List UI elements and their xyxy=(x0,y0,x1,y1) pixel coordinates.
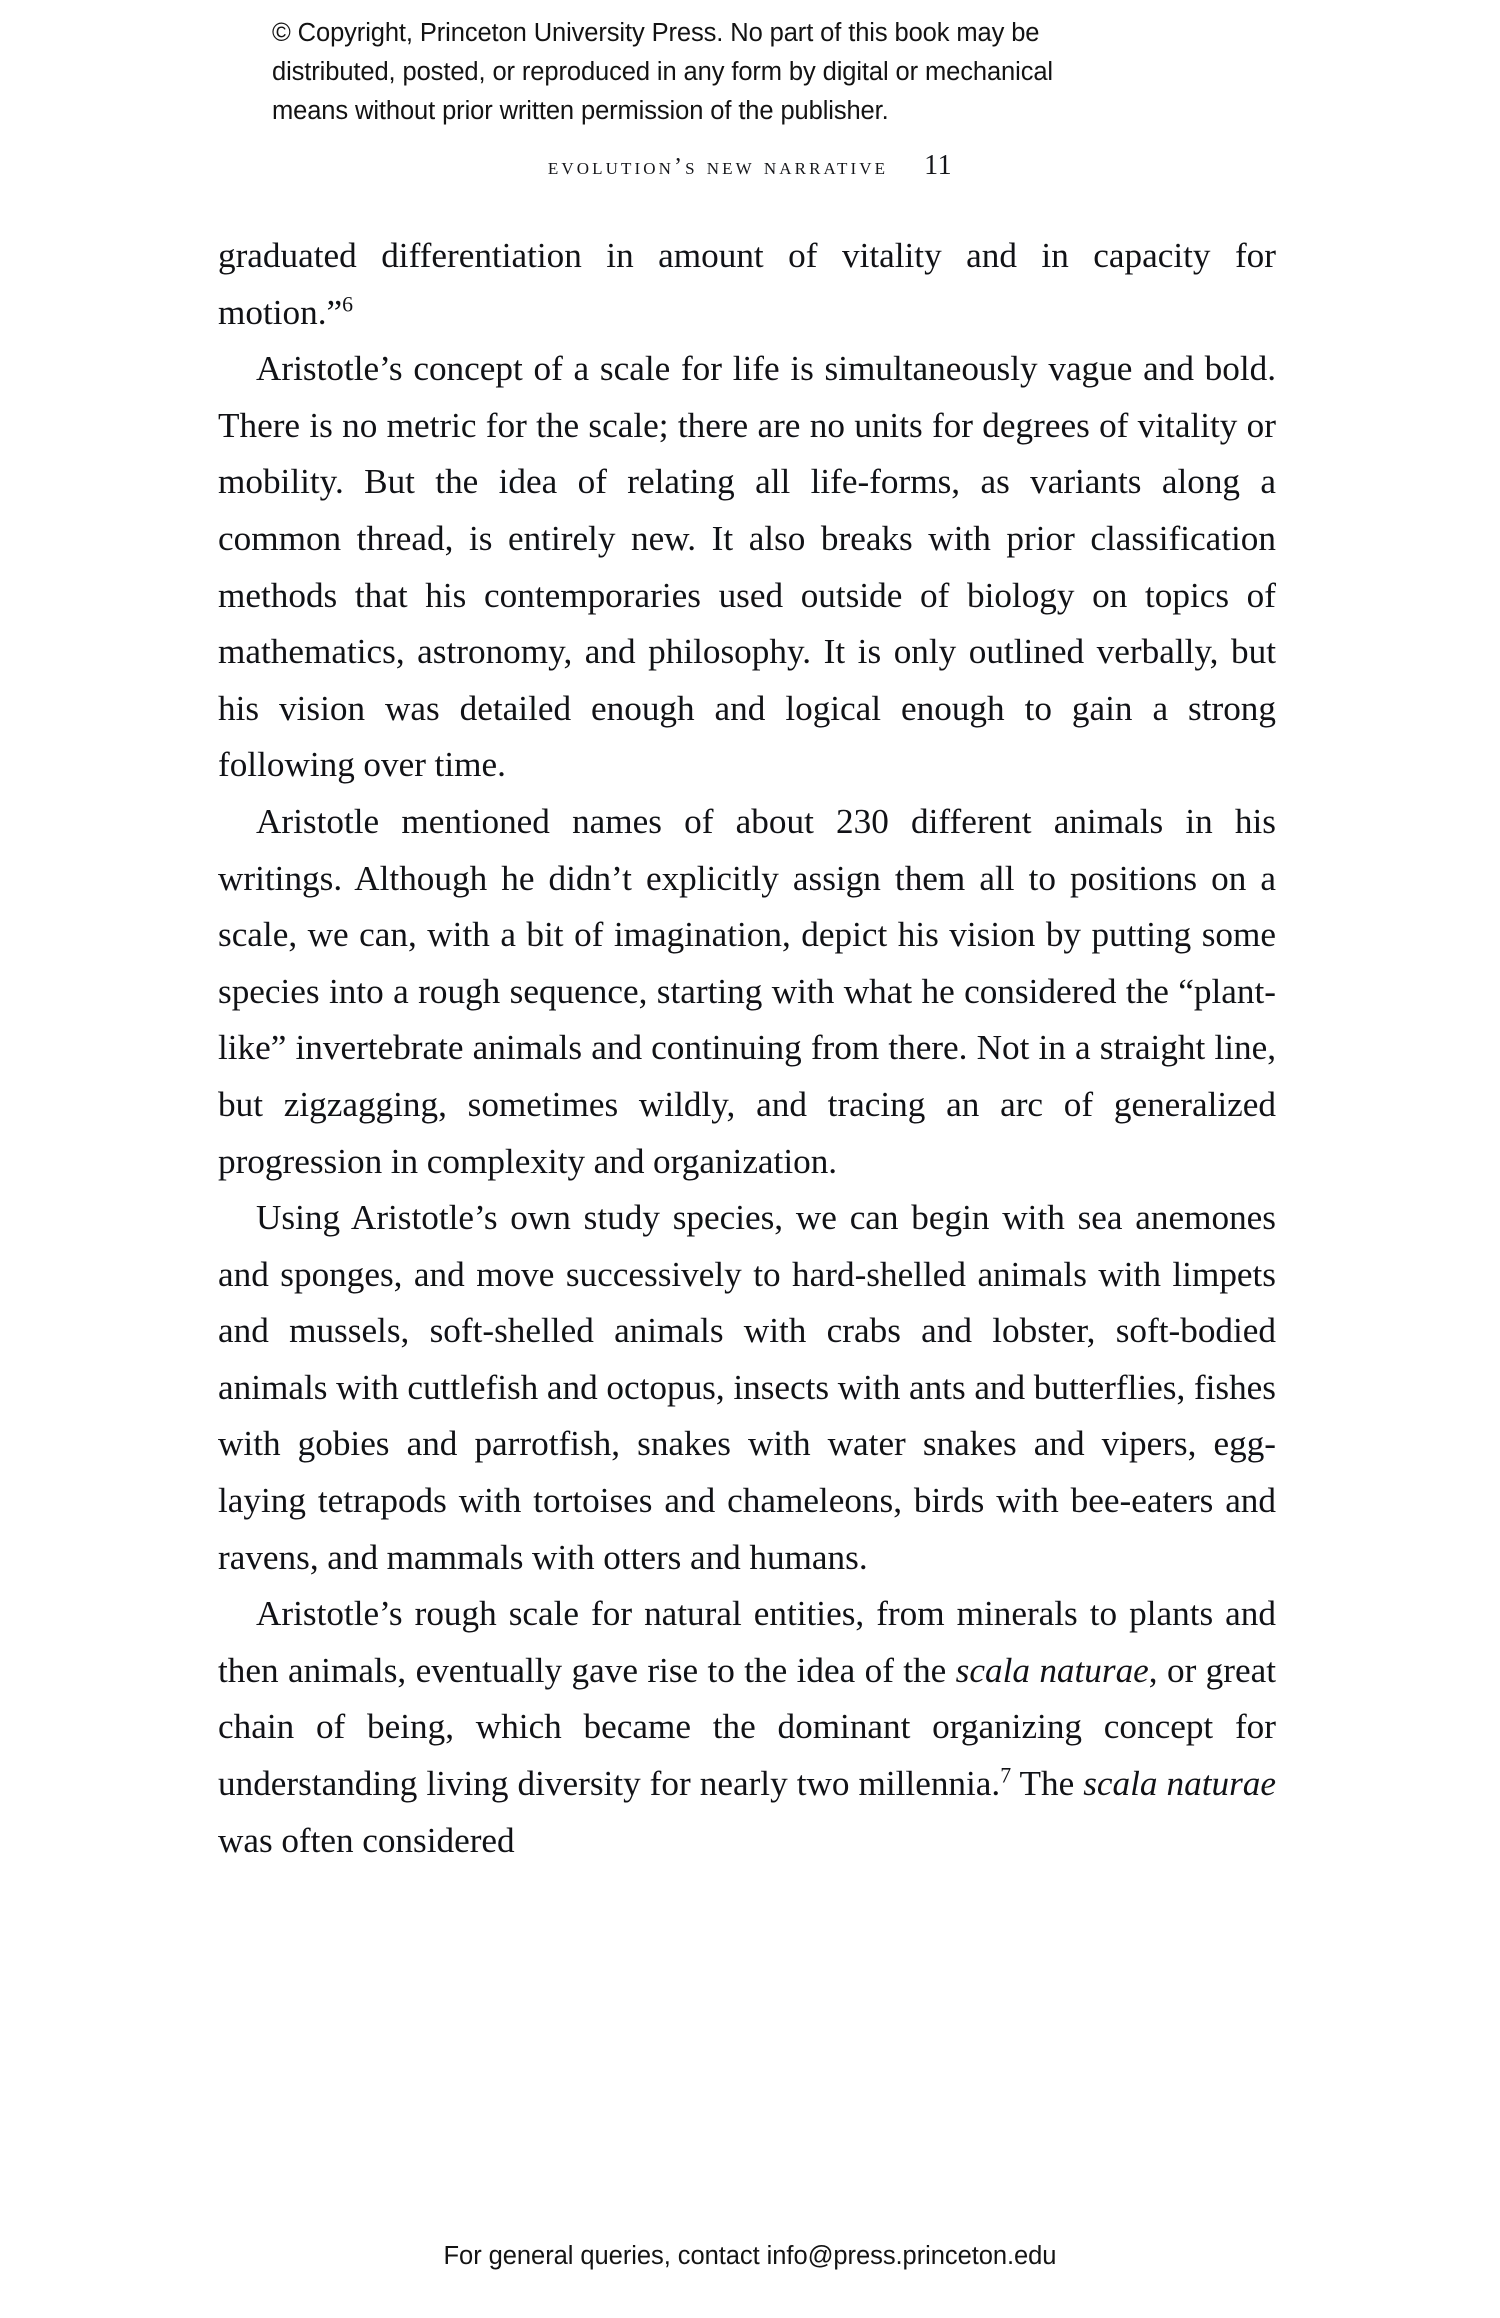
footnote-marker-6: 6 xyxy=(342,291,354,316)
page-number: 11 xyxy=(924,150,953,181)
segment-italic-scala-naturae-1: scala naturae xyxy=(955,1650,1149,1690)
paragraph-aristotle-concept: Aristotle’s concept of a scale for life is simultaneously vague and bold. There is no metric for the scale; there are no units for degrees of vitality or mobility. But the idea of relating all life-forms, as variants along a common thread, is entirely new. It also breaks with prior classification methods that his contemporaries used outside of biology on topics of mathematics, astronomy, and philosophy. It is only outlined verbally, but his vision was detailed enough and logical enough to gain a strong following over time. xyxy=(218,349,1276,785)
copyright-notice xyxy=(272,14,1212,131)
segment-italic-scala-naturae-2: scala naturae xyxy=(1083,1764,1276,1804)
paragraph-230-animals: Aristotle mentioned names of about 230 different animals in his writings. Although he didn’t explicitly assign them all to positions on a scale, we can, with a bit of imagination, depict his vision by putting some species into a rough sequence, starting with what he considered the “plant-like” invertebrate animals and continuing from there. Not in a straight line, but zigzagging, sometimes wildly, and tracing an arc of generalized progression in complexity and organization. xyxy=(218,801,1276,1181)
copyright-line-1: © Copyright, Princeton University Press. No part of this book may be xyxy=(272,19,1040,47)
footer-queries-note: For general queries, contact info@press.princeton.edu xyxy=(443,2242,1057,2270)
paragraph-study-species: Using Aristotle’s own study species, we can begin with sea anemones and sponges, and move successively to hard-shelled animals with limpets and mussels, soft-shelled animals with crabs and lobster, soft-bodied animals with cuttlefish and octopus, insects with ants and butterflies, fishes with gobies and parrotfish, snakes with water snakes and vipers, egg-laying tetrapods with tortoises and chameleons, birds with bee-eaters and ravens, and mammals with otters and humans. xyxy=(218,1198,1276,1577)
paragraph-rough-scale xyxy=(218,1586,1276,1869)
running-head-title: evolution’s new narrative xyxy=(547,154,889,180)
copyright-line-3: means without prior written permission of the publisher. xyxy=(272,97,889,125)
segment-roman-4: was often considered xyxy=(218,1820,515,1860)
segment-roman-3: The xyxy=(1011,1764,1084,1804)
segment-roman-1: Aristotle’s rough scale for natural entities, from minerals to plants and then animals, eventually gave rise to the idea of the xyxy=(218,1594,1276,1690)
segment-roman-2: , or great chain of being, which became the dominant organizing concept for understanding living diversity for nearly two millennia. xyxy=(218,1650,1276,1804)
body-text-column xyxy=(218,228,1276,1869)
copyright-line-2: distributed, posted, or reproduced in any form by digital or mechanical xyxy=(272,58,1053,86)
paragraph-text: graduated differentiation in amount of vitality and in capacity for motion.” xyxy=(218,236,1276,332)
paragraph-continued xyxy=(218,228,1276,341)
running-head xyxy=(0,150,1500,182)
footnote-marker-7: 7 xyxy=(1000,1763,1012,1788)
